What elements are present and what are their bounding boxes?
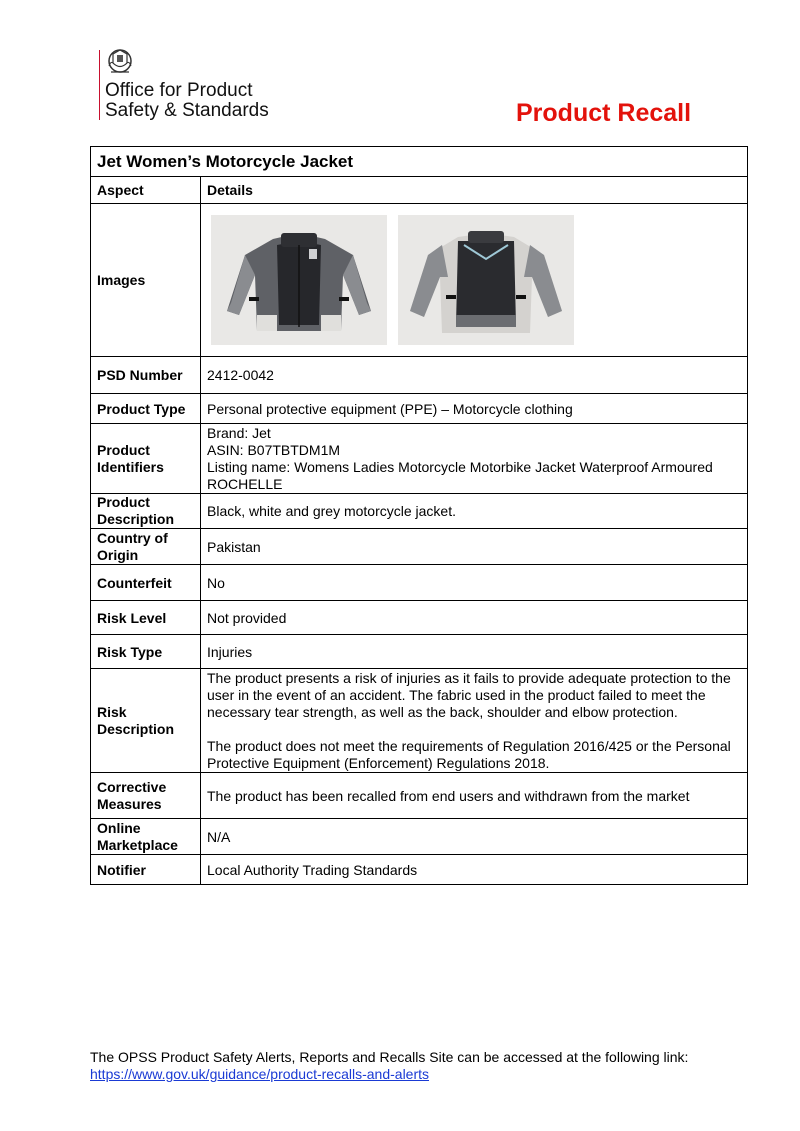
psd-number-row (91, 357, 748, 394)
row-label: Product Type (91, 394, 201, 424)
row-label: Risk Level (91, 601, 201, 635)
row-label: Notifier (91, 855, 201, 885)
asin-line: ASIN: B07TBTDM1M (207, 441, 341, 458)
row-value: Injuries (201, 635, 748, 669)
product-type-row (91, 394, 748, 424)
row-value: No (201, 565, 748, 601)
row-value (201, 669, 748, 773)
row-value: Pakistan (201, 529, 748, 565)
counterfeit-row (91, 565, 748, 601)
org-name (105, 81, 269, 121)
images-cell (201, 204, 748, 357)
row-label: Corrective Measures (91, 773, 201, 819)
listing-name-line: Listing name: Womens Ladies Motorcycle Motorbike Jacket Waterproof Armoured ROCHELLE (207, 458, 713, 492)
recall-table (90, 146, 748, 885)
risk-description-row (91, 669, 748, 773)
royal-crest-icon (105, 46, 135, 76)
row-label: Counterfeit (91, 565, 201, 601)
online-marketplace-row (91, 819, 748, 855)
document-header (0, 0, 800, 140)
row-value: Black, white and grey motorcycle jacket. (201, 494, 748, 529)
row-label: Risk Description (91, 669, 201, 773)
crest-divider (99, 50, 100, 120)
risk-paragraph-2: The product does not meet the requirements of Regulation 2016/425 or the Personal Protective Equipment (Enforcement) Regulations 2018. (207, 737, 731, 771)
corrective-measures-row (91, 773, 748, 819)
product-description-row (91, 494, 748, 529)
jacket-back-photo (398, 215, 574, 345)
jacket-front-photo (211, 215, 387, 345)
row-label: PSD Number (91, 357, 201, 394)
row-value: Not provided (201, 601, 748, 635)
row-value: Personal protective equipment (PPE) – Motorcycle clothing (201, 394, 748, 424)
brand-line: Brand: Jet (207, 424, 271, 441)
row-value: 2412-0042 (201, 357, 748, 394)
row-value: Local Authority Trading Standards (201, 855, 748, 885)
table-header-row (91, 177, 748, 204)
risk-type-row (91, 635, 748, 669)
product-identifiers-row (91, 424, 748, 494)
row-label: Product Description (91, 494, 201, 529)
images-row (91, 204, 748, 357)
notifier-row (91, 855, 748, 885)
footer-text: The OPSS Product Safety Alerts, Reports and Recalls Site can be accessed at the following link: (90, 1049, 689, 1065)
col-header-aspect: Aspect (91, 177, 201, 204)
row-label: Online Marketplace (91, 819, 201, 855)
risk-level-row (91, 601, 748, 635)
product-title: Jet Women’s Motorcycle Jacket (91, 147, 748, 177)
row-label: Risk Type (91, 635, 201, 669)
recalls-link[interactable]: https://www.gov.uk/guidance/product-recalls-and-alerts (90, 1066, 430, 1082)
row-value (201, 424, 748, 494)
row-label: Country of Origin (91, 529, 201, 565)
images-label: Images (91, 204, 201, 357)
country-of-origin-row (91, 529, 748, 565)
row-value: The product has been recalled from end users and withdrawn from the market (201, 773, 748, 819)
table-title-row (91, 147, 748, 177)
footer-note (90, 1049, 730, 1083)
risk-paragraph-1: The product presents a risk of injuries as it fails to provide adequate protection to the user in the event of an accident. The fabric used in the product failed to meet the necessary tear strength, as well as the back, shoulder and elbow protection. (207, 669, 731, 720)
product-recall-title: Product Recall (516, 99, 692, 127)
org-name-line2: Safety & Standards (105, 100, 269, 121)
row-value: N/A (201, 819, 748, 855)
col-header-details: Details (201, 177, 748, 204)
org-name-line1: Office for Product (105, 80, 253, 101)
row-label: Product Identifiers (91, 424, 201, 494)
